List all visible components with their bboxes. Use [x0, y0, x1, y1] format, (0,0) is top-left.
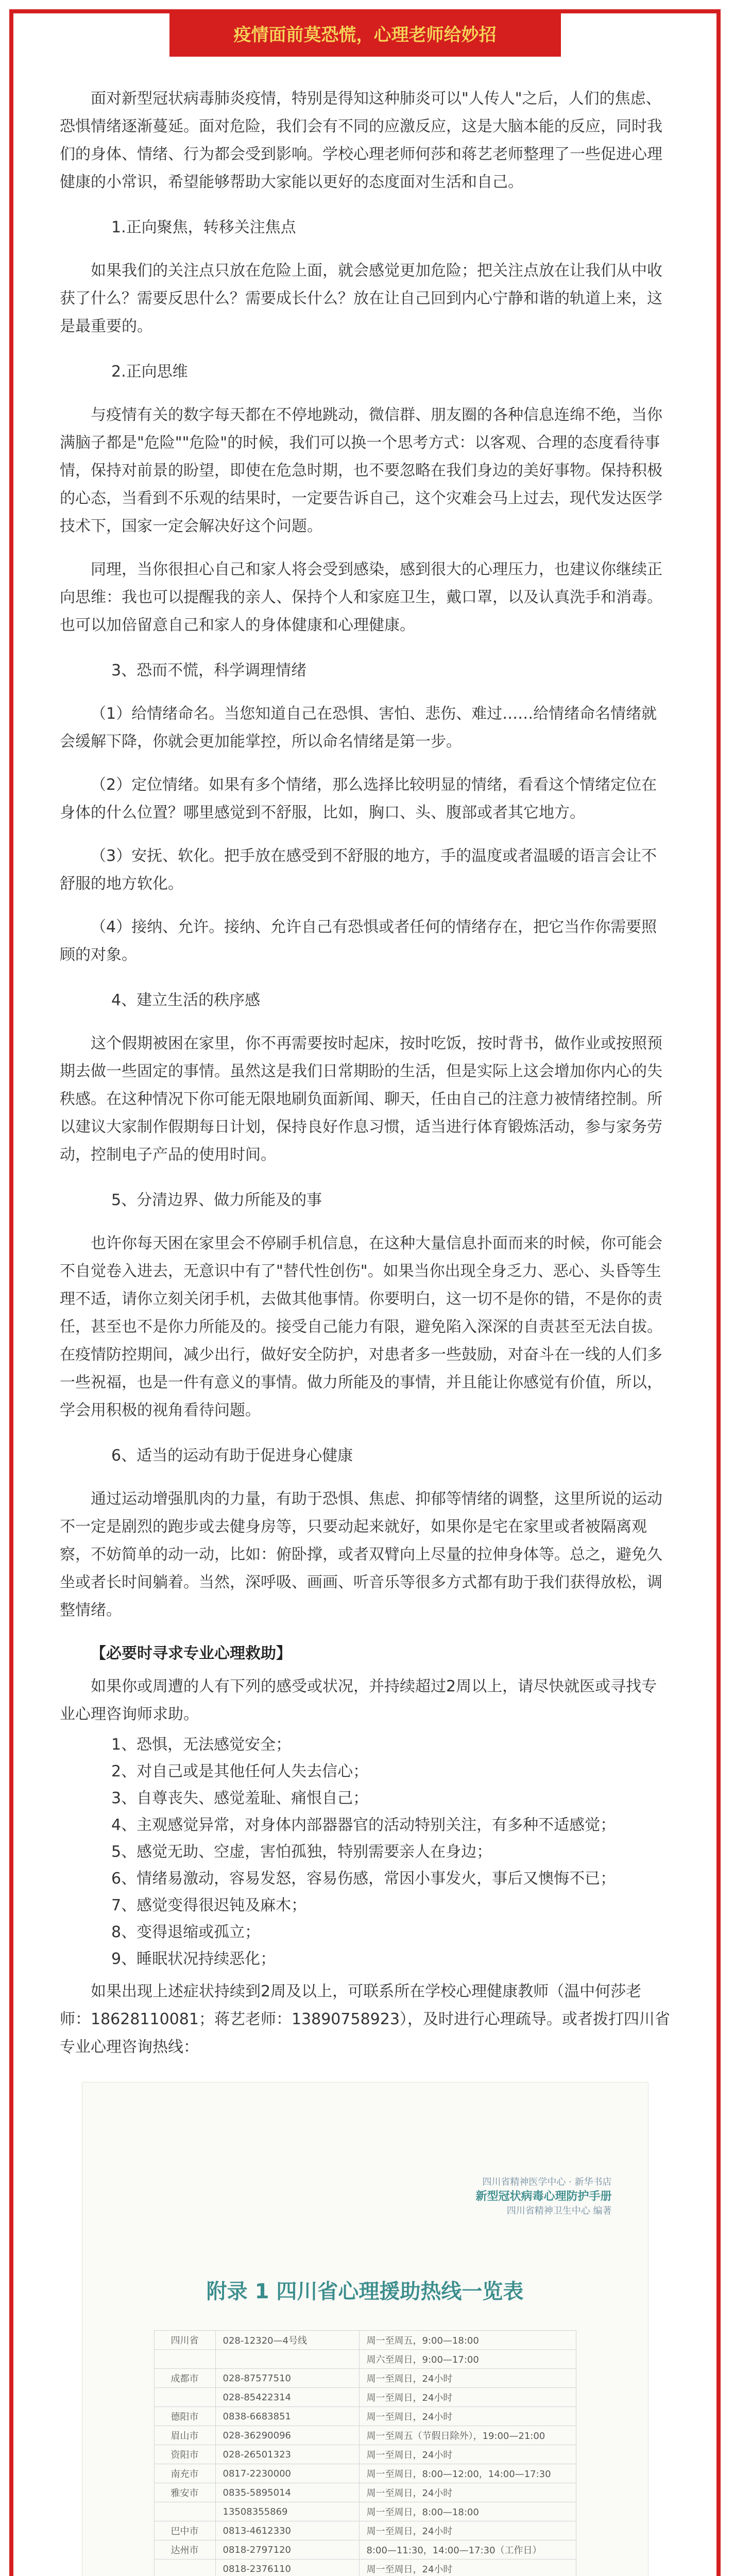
hotline-city-cell — [154, 2560, 215, 2576]
hotline-hours-cell: 周一至周日，24小时 — [359, 2407, 576, 2426]
help-intro: 如果你或周遭的人有下列的感受或状况，并持续超过2周以上，请尽快就医或寻找专业心理咨询师求助。 — [60, 1677, 657, 1723]
hotline-city-cell — [154, 2502, 215, 2521]
section-3-paragraph-2: （2）定位情绪。如果有多个情绪，那么选择比较明显的情绪，看看这个情绪定位在身体的什么位置？哪里感觉到不舒服，比如，胸口、头、腹部或者其它地方。 — [60, 776, 657, 822]
hotline-phone-cell: 0813-4612330 — [215, 2521, 359, 2540]
table-row — [154, 2540, 576, 2560]
section-heading-1: 1.正向聚焦，转移关注焦点 — [111, 218, 296, 236]
hotline-phone-cell: 13508355869 — [215, 2502, 359, 2521]
list-item: 3、自尊丧失、感觉羞耻、痛恨自己； — [111, 1789, 369, 1807]
hotline-poster-image — [82, 2082, 648, 2576]
help-heading: 【必要时寻求专业心理救助】 — [91, 1645, 292, 1663]
hotline-city-cell — [154, 2350, 215, 2369]
hotline-hours-cell: 周一至周日，8:00—12:00，14:00—17:30 — [359, 2464, 576, 2483]
section-5-paragraph: 也许你每天困在家里会不停刷手机信息，在这种大量信息扑面而来的时候，你可能会不自觉卷入进去，无意识中有了"替代性创伤"。如果当你出现全身乏力、恶心、头昏等生理不适，请你立刻关闭手机，去做其他事情。你要明白，这一切不是你的错，不是你的责任，甚至也不是你力所能及的。接受自己能力有限，避免陷入深深的自责甚至无法自拔。在疫情防控期间，减少出行，做好安全防护，对患者多一些鼓励，对奋斗在一线的人们多一些祝福，也是一件有意义的事情。做力所能及的事情，并且能让你感觉有价值，所以，学会用积极的视角看待问题。 — [60, 1234, 662, 1419]
hotline-city-cell: 雅安市 — [154, 2483, 215, 2502]
table-row — [154, 2445, 576, 2464]
poster-line-2: 四川省精神卫生中心 编著 — [506, 2206, 612, 2216]
section-2-paragraph-1: 与疫情有关的数字每天都在不停地跳动，微信群、朋友圈的各种信息连绵不绝，当你满脑子都是"危险""危险"的时候，我们可以换一个思考方式：以客观、合理的态度看待事情，保持对前景的盼望，即使在危急时期，也不要忽略在我们身边的美好事物。保持积极的心态，当看到不乐观的结果时，一定要告诉自己，这个灾难会马上过去，现代发达医学技术下，国家一定会解决好这个问题。 — [60, 406, 662, 535]
hotline-hours-cell: 周一至周五，9:00—18:00 — [359, 2331, 576, 2350]
section-3-paragraph-3: （3）安抚、软化。把手放在感受到不舒服的地方，手的温度或者温暖的语言会让不舒服的地方软化。 — [60, 847, 657, 893]
hotline-phone-cell: 0818-2797120 — [215, 2540, 359, 2560]
hotline-city-cell: 资阳市 — [154, 2445, 215, 2464]
table-row — [154, 2388, 576, 2407]
hotline-phone-cell: 028-36290096 — [215, 2426, 359, 2445]
section-heading-5: 5、分清边界、做力所能及的事 — [111, 1191, 322, 1209]
list-item: 6、情绪易激动，容易发怒，容易伤感，常因小事发火，事后又懊悔不已； — [111, 1870, 616, 1888]
table-row — [154, 2502, 576, 2521]
list-item: 2、对自己或是其他任何人失去信心； — [111, 1762, 369, 1781]
section-2-paragraph-2: 同理，当你很担心自己和家人将会受到感染，感到很大的心理压力，也建议你继续正向思维：我也可以提醒我的亲人、保持个人和家庭卫生，戴口罩，以及认真洗手和消毒。也可以加倍留意自己和家人的身体健康和心理健康。 — [60, 561, 662, 634]
hotline-city-cell — [154, 2388, 215, 2407]
hotline-phone-cell: 0838-6683851 — [215, 2407, 359, 2426]
table-row — [154, 2560, 576, 2576]
hotline-city-cell: 成都市 — [154, 2369, 215, 2388]
list-item: 1、恐惧，无法感觉安全； — [111, 1736, 292, 1754]
hotline-table-title: 附录 1 四川省心理援助热线一览表 — [206, 2280, 524, 2303]
table-row — [154, 2483, 576, 2502]
intro-paragraph: 面对新型冠状病毒肺炎疫情，特别是得知这种肺炎可以"人传人"之后，人们的焦虑、恐惧情绪逐渐蔓延。面对危险，我们会有不同的应激反应，这是大脑本能的反应，同时我们的身体、情绪、行为都会受到影响。学校心理老师何莎和蒋艺老师整理了一些促进心理健康的小常识，希望能够帮助大家能以更好的态度面对生活和自己。 — [60, 90, 662, 191]
hotline-phone-cell — [215, 2350, 359, 2369]
hotline-phone-cell: 0817-2230000 — [215, 2464, 359, 2483]
hotline-city-cell: 达州市 — [154, 2540, 215, 2560]
table-row — [154, 2426, 576, 2445]
article-frame — [9, 9, 721, 2576]
hotline-city-cell: 南充市 — [154, 2464, 215, 2483]
hotline-phone-cell: 028-87577510 — [215, 2369, 359, 2388]
section-heading-3: 3、恐而不慌，科学调理情绪 — [111, 662, 307, 680]
poster-header — [82, 2082, 648, 2218]
article-title: 疫情面前莫恐慌，心理老师给妙招 — [169, 13, 561, 57]
hotline-phone-cell: 0835-5895014 — [215, 2483, 359, 2502]
list-item: 7、感觉变得很迟钝及麻木； — [111, 1896, 307, 1914]
hotline-hours-cell: 周一至周日，8:00—18:00 — [359, 2502, 576, 2521]
hotline-hours-cell: 周一至周日，24小时 — [359, 2369, 576, 2388]
article-body — [13, 57, 716, 2061]
table-row — [154, 2350, 576, 2369]
help-contact: 如果出现上述症状持续到2周及以上，可联系所在学校心理健康教师（温中何莎老师：18628110081；蒋艺老师：13890758923），及时进行心理疏导。或者拨打四川省专业心理咨询热线： — [60, 1982, 670, 2056]
hotline-city-cell: 德阳市 — [154, 2407, 215, 2426]
hotline-phone-cell: 028-26501323 — [215, 2445, 359, 2464]
table-row — [154, 2407, 576, 2426]
hotline-hours-cell: 周一至周日，24小时 — [359, 2560, 576, 2576]
list-item: 5、感觉无助、空虚，害怕孤独，特别需要亲人在身边； — [111, 1843, 492, 1861]
hotline-phone-cell: 028-85422314 — [215, 2388, 359, 2407]
list-item: 8、变得退缩或孤立； — [111, 1923, 261, 1941]
hotline-table — [154, 2330, 576, 2576]
hotline-hours-cell: 周六至周日，9:00—17:00 — [359, 2350, 576, 2369]
section-3-paragraph-4: （4）接纳、允许。接纳、允许自己有恐惧或者任何的情绪存在，把它当作你需要照顾的对象。 — [60, 918, 657, 964]
hotline-city-cell: 眉山市 — [154, 2426, 215, 2445]
hotline-hours-cell: 周一至周日，24小时 — [359, 2483, 576, 2502]
section-heading-2: 2.正向思维 — [111, 363, 188, 381]
hotline-hours-cell: 周一至周日，24小时 — [359, 2521, 576, 2540]
section-1-paragraph: 如果我们的关注点只放在危险上面，就会感觉更加危险；把关注点放在让我们从中收获了什么？需要反思什么？需要成长什么？放在让自己回到内心宁静和谐的轨道上来，这是最重要的。 — [60, 262, 662, 335]
section-6-paragraph: 通过运动增强肌肉的力量，有助于恐惧、焦虑、抑郁等情绪的调整，这里所说的运动不一定是剧烈的跑步或去健身房等，只要动起来就好，如果你是宅在家里或者被隔离观察，不妨简单的动一动，比如：俯卧撑，或者双臂向上尽量的拉伸身体等。总之，避免久坐或者长时间躺着。当然，深呼吸、画画、听音乐等很多方式都有助于我们获得放松，调整情绪。 — [60, 1490, 662, 1619]
table-row — [154, 2521, 576, 2540]
list-item: 4、主观感觉异常，对身体内部器器官的活动特别关注，有多种不适感觉； — [111, 1816, 616, 1834]
section-3-paragraph-1: （1）给情绪命名。当您知道自己在恐惧、害怕、悲伤、难过……给情绪命名情绪就会缓解下降，你就会更加能掌控，所以命名情绪是第一步。 — [60, 705, 657, 751]
list-item: 9、睡眠状况持续恶化； — [111, 1950, 276, 1968]
poster-brand: 新型冠状病毒心理防护手册 — [475, 2190, 612, 2203]
hotline-hours-cell: 周一至周五（节假日除外），19:00—21:00 — [359, 2426, 576, 2445]
hotline-hours-cell: 8:00—11:30，14:00—17:30（工作日） — [359, 2540, 576, 2560]
hotline-phone-cell: 028-12320—4号线 — [215, 2331, 359, 2350]
hotline-hours-cell: 周一至周日，24小时 — [359, 2445, 576, 2464]
hotline-city-cell: 四川省 — [154, 2331, 215, 2350]
table-row — [154, 2369, 576, 2388]
hotline-phone-cell: 0818-2376110 — [215, 2560, 359, 2576]
section-4-paragraph: 这个假期被困在家里，你不再需要按时起床，按时吃饭，按时背书，做作业或按照预期去做一些固定的事情。虽然这是我们日常期盼的生活，但是实际上这会增加你内心的失秩感。在这种情况下你可能无限地刷负面新闻、聊天，任由自己的注意力被情绪控制。所以建议大家制作假期每日计划，保持良好作息习惯，适当进行体育锻炼活动，参与家务劳动，控制电子产品的使用时间。 — [60, 1035, 662, 1164]
table-row — [154, 2464, 576, 2483]
hotline-city-cell: 巴中市 — [154, 2521, 215, 2540]
section-heading-4: 4、建立生活的秩序感 — [111, 991, 261, 1009]
section-heading-6: 6、适当的运动有助于促进身心健康 — [111, 1447, 353, 1465]
symptom-list — [60, 1732, 670, 1973]
poster-line-1: 四川省精神医学中心 · 新华书店 — [482, 2177, 612, 2188]
hotline-hours-cell: 周一至周日，24小时 — [359, 2388, 576, 2407]
table-row — [154, 2331, 576, 2350]
